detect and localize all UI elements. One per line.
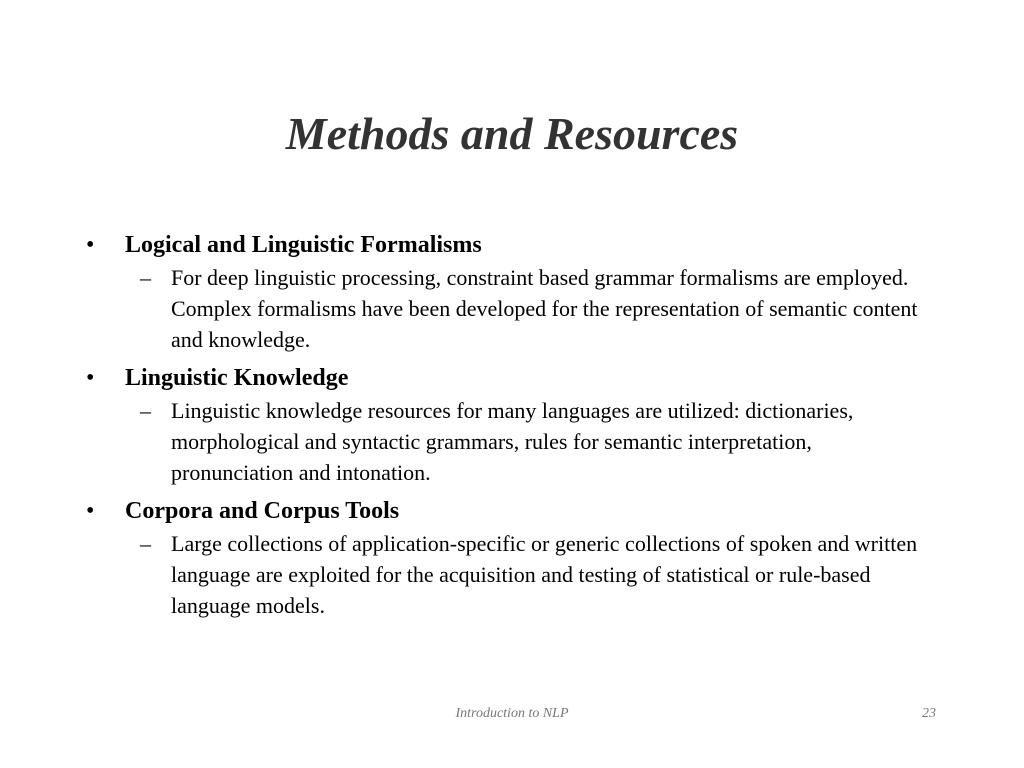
sub-bullet-text: Linguistic knowledge resources for many languages are utilized: dictionaries, morphological and syntactic grammars, rules for semantic interpretation, pronunciation and intonation. [171, 398, 854, 485]
bullet-heading: Logical and Linguistic Formalisms [125, 232, 482, 258]
slide-title: Methods and Resources [285, 108, 739, 159]
bullet-mark: • [86, 498, 95, 524]
bullet-item-corpora [86, 494, 946, 528]
sub-bullet-mark: – [140, 265, 151, 290]
bullet-heading: Linguistic Knowledge [125, 365, 349, 391]
sub-bullet-corpora [140, 528, 931, 621]
bullet-item-formalisms [86, 228, 946, 262]
bullet-heading: Corpora and Corpus Tools [125, 498, 400, 524]
sub-bullet-mark: – [140, 531, 151, 556]
sub-bullet-knowledge [140, 395, 931, 488]
bullet-mark: • [86, 365, 95, 391]
sub-bullet-mark: – [140, 398, 151, 423]
footer-text: Introduction to NLP [455, 706, 569, 721]
sub-bullet-formalisms [140, 262, 931, 355]
sub-bullet-text: For deep linguistic processing, constraint based grammar formalisms are employed. Complex formalisms have been developed for the representation of semantic content and knowledge. [171, 265, 918, 352]
bullet-list [86, 228, 946, 623]
sub-bullet-text: Large collections of application-specific or generic collections of spoken and written language are exploited for the acquisition and testing of statistical or rule-based language models. [171, 531, 918, 618]
bullet-item-knowledge [86, 361, 946, 395]
page-number: 23 [922, 706, 936, 721]
bullet-mark: • [86, 232, 95, 258]
